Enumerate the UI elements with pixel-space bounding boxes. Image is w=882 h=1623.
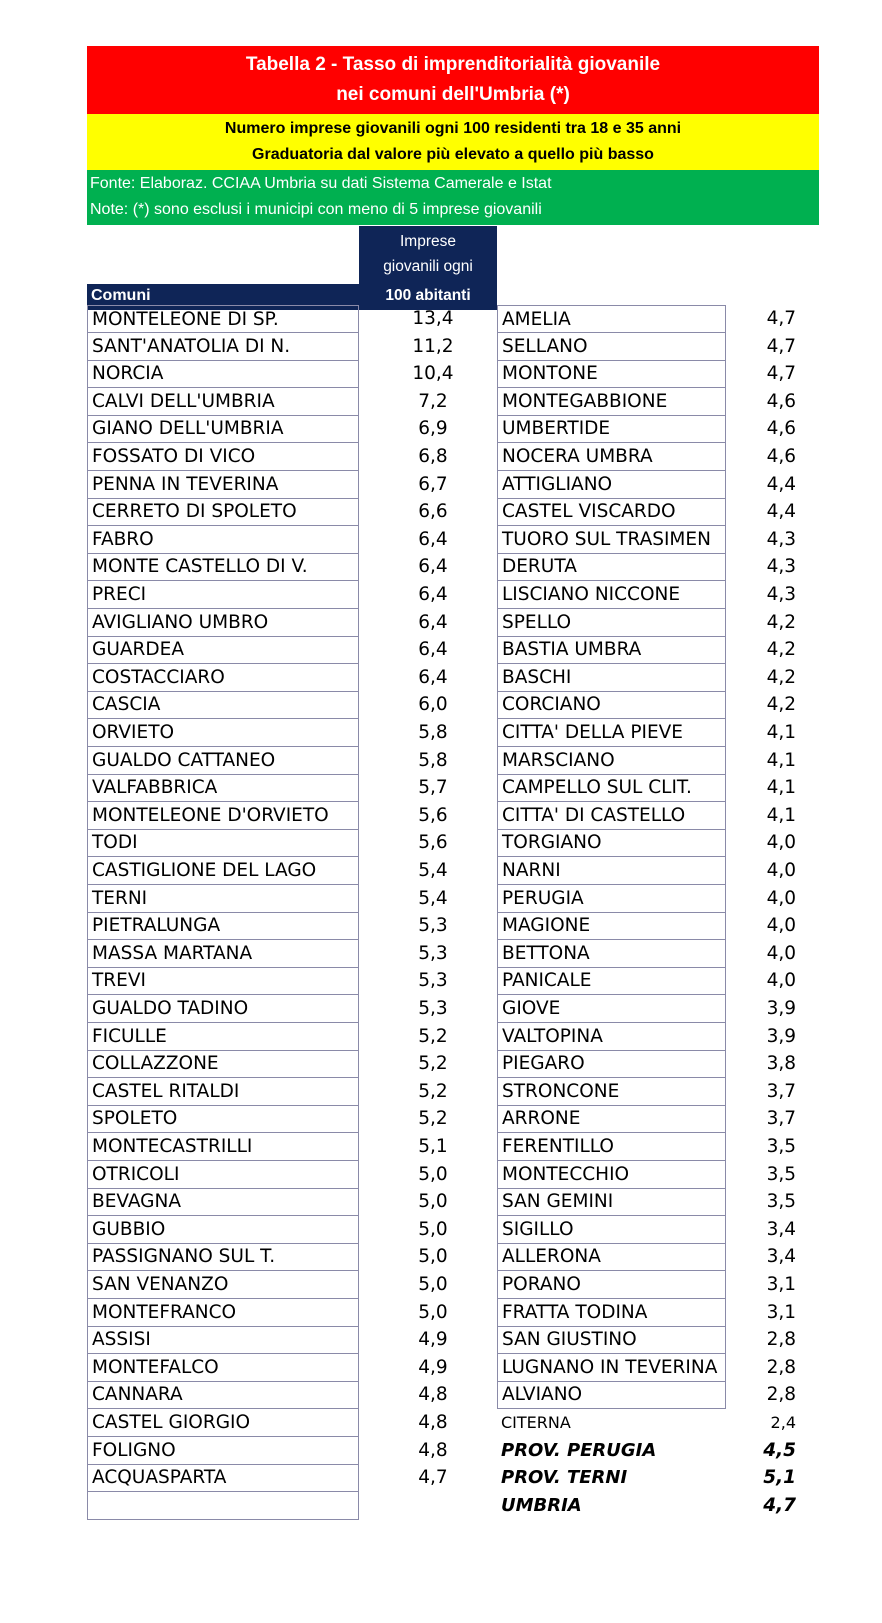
- comune-name: FICULLE: [87, 1023, 359, 1051]
- comune-name: SELLANO: [497, 333, 726, 361]
- table-row: [0, 747, 882, 775]
- comune-name: NARNI: [497, 857, 726, 885]
- comune-name: GUBBIO: [87, 1216, 359, 1244]
- comune-value: 2,4: [770, 1413, 796, 1432]
- table-row: [0, 857, 882, 885]
- comune-value: 5,0: [418, 1301, 448, 1323]
- comune-name: OTRICOLI: [87, 1161, 359, 1189]
- comune-name: FRATTA TODINA: [497, 1299, 726, 1327]
- comune-value: 6,8: [418, 446, 448, 467]
- comune-name: BETTONA: [497, 940, 726, 968]
- value-header-line-1: Imprese: [400, 233, 456, 250]
- table-row: [0, 415, 882, 443]
- comune-name: MONTECASTRILLI: [87, 1133, 359, 1161]
- comune-value: 2,8: [766, 1384, 796, 1406]
- value-header-line-2: giovanili ogni: [383, 258, 473, 275]
- comune-value: 4,7: [766, 308, 796, 329]
- comune-value: 4,9: [418, 1356, 448, 1378]
- comune-name: MARSCIANO: [497, 747, 726, 775]
- comune-value: 5,2: [418, 1108, 448, 1130]
- comune-name: CASCIA: [87, 691, 359, 719]
- comune-value: 5,4: [418, 860, 448, 881]
- comune-value: 6,0: [418, 694, 448, 716]
- comune-name: AMELIA: [497, 305, 726, 333]
- comune-name: LISCIANO NICCONE: [497, 581, 726, 609]
- comune-name: PRECI: [87, 581, 359, 609]
- comune-name: BASTIA UMBRA: [497, 636, 726, 664]
- comune-value: 4,4: [766, 501, 796, 523]
- comune-value: 4,0: [766, 915, 796, 937]
- comune-value: 5,0: [418, 1163, 448, 1185]
- comune-name: NOCERA UMBRA: [497, 443, 726, 471]
- comune-value: 5,0: [418, 1246, 448, 1268]
- comune-value: 3,1: [766, 1274, 796, 1295]
- comune-value: 6,4: [418, 639, 448, 661]
- comune-value: 4,0: [766, 942, 796, 964]
- table-row: [0, 967, 882, 995]
- table-row: [0, 885, 882, 913]
- comune-name: PORANO: [497, 1271, 726, 1299]
- comune-value: 4,0: [766, 860, 796, 881]
- comune-value: 4,2: [766, 694, 796, 716]
- comune-value: 5,2: [418, 1080, 448, 1102]
- table-row: [0, 912, 882, 940]
- comune-value: 5,3: [418, 998, 448, 1019]
- table-row: [0, 1188, 882, 1216]
- comune-value: 3,5: [766, 1136, 796, 1157]
- comune-value: 4,9: [418, 1329, 448, 1351]
- comune-name: MAGIONE: [497, 912, 726, 940]
- comune-value: 7,2: [418, 390, 448, 412]
- comune-value: 4,8: [418, 1412, 448, 1433]
- comune-name: SAN GEMINI: [497, 1188, 726, 1216]
- comune-name: TODI: [87, 829, 359, 857]
- comune-value: 5,2: [418, 1025, 448, 1047]
- comune-name: SPOLETO: [87, 1105, 359, 1133]
- comune-name: MONTECCHIO: [497, 1161, 726, 1189]
- table-row: [0, 581, 882, 609]
- table-row: [0, 609, 882, 637]
- comune-value: 4,6: [766, 418, 796, 440]
- comune-value: 6,9: [418, 418, 448, 440]
- value-column-header: [359, 226, 497, 285]
- comune-value: 6,4: [418, 611, 448, 633]
- comune-name: CALVI DELL'UMBRIA: [87, 388, 359, 416]
- comune-name: CITTA' DI CASTELLO: [497, 802, 726, 830]
- table-row: [0, 1464, 882, 1492]
- comune-name: CASTEL RITALDI: [87, 1078, 359, 1106]
- comune-value: 5,8: [418, 749, 448, 771]
- comune-name: GUALDO CATTANEO: [87, 747, 359, 775]
- subtitle-line-2: Graduatoria dal valore più elevato a quello più basso: [252, 146, 654, 163]
- comune-name: SAN GIUSTINO: [497, 1326, 726, 1354]
- table-row: [0, 1133, 882, 1161]
- comune-value: 4,1: [766, 777, 796, 799]
- comune-name: PERUGIA: [497, 885, 726, 913]
- comune-value: 4,0: [766, 832, 796, 854]
- table-row: [0, 940, 882, 968]
- comune-value: 5,3: [418, 970, 448, 992]
- comune-name: UMBERTIDE: [497, 415, 726, 443]
- comune-name: CERRETO DI SPOLETO: [87, 498, 359, 526]
- comune-value: 4,7: [418, 1467, 448, 1489]
- comune-value: 3,5: [766, 1163, 796, 1185]
- comune-name: SPELLO: [497, 609, 726, 637]
- comune-name: CANNARA: [87, 1381, 359, 1409]
- total-value: 4,5: [763, 1439, 796, 1461]
- comune-value: 4,0: [766, 970, 796, 992]
- table-row: [0, 1243, 882, 1271]
- comune-name: CAMPELLO SUL CLIT.: [497, 774, 726, 802]
- comune-value: 3,7: [766, 1108, 796, 1130]
- comune-value: 5,7: [418, 777, 448, 799]
- comune-value: 10,4: [412, 363, 454, 385]
- comune-value: 11,2: [412, 335, 454, 357]
- comune-value: 2,8: [766, 1356, 796, 1378]
- comune-name: TUORO SUL TRASIMEN: [497, 526, 726, 554]
- table-row: [0, 526, 882, 554]
- comune-value: 3,8: [766, 1053, 796, 1075]
- comune-value: 3,9: [766, 1025, 796, 1047]
- comune-name: MONTEFALCO: [87, 1354, 359, 1382]
- table-row: [0, 664, 882, 692]
- comune-name: STRONCONE: [497, 1078, 726, 1106]
- table-row: [0, 1216, 882, 1244]
- table-row: [0, 1492, 882, 1520]
- comune-name: ALLERONA: [497, 1243, 726, 1271]
- comune-value: 6,4: [418, 666, 448, 688]
- comune-name: PENNA IN TEVERINA: [87, 471, 359, 499]
- table-row: [0, 802, 882, 830]
- table-row: [0, 1409, 882, 1437]
- comune-value: 6,7: [418, 473, 448, 495]
- comune-name: FOSSATO DI VICO: [87, 443, 359, 471]
- comune-value: 5,0: [418, 1191, 448, 1213]
- table-subtitle: [87, 114, 819, 170]
- exclusion-note: Note: (*) sono esclusi i municipi con meno di 5 imprese giovanili: [90, 201, 542, 218]
- comune-value: 4,1: [766, 804, 796, 826]
- total-value: 4,7: [763, 1494, 796, 1516]
- comune-value: 5,2: [418, 1053, 448, 1075]
- comune-value: 5,6: [418, 804, 448, 826]
- comune-value: [359, 1492, 497, 1520]
- comune-value: 6,6: [418, 501, 448, 523]
- comune-name: LUGNANO IN TEVERINA: [497, 1354, 726, 1382]
- comune-value: 4,2: [766, 611, 796, 633]
- table-row: [0, 1354, 882, 1382]
- comune-value: 3,1: [766, 1301, 796, 1323]
- comune-value: 6,4: [418, 584, 448, 605]
- table-row: [0, 636, 882, 664]
- table-row: [0, 774, 882, 802]
- comune-name: ACQUASPARTA: [87, 1464, 359, 1492]
- comune-value: 3,4: [766, 1218, 796, 1240]
- table-row: [0, 719, 882, 747]
- comune-value: 3,4: [766, 1246, 796, 1268]
- comune-value: 5,3: [418, 942, 448, 964]
- comune-value: 4,8: [418, 1439, 448, 1461]
- comune-name: ALVIANO: [497, 1381, 726, 1409]
- comune-name: CASTEL VISCARDO: [497, 498, 726, 526]
- comune-name: MONTELEONE D'ORVIETO: [87, 802, 359, 830]
- comune-name: MONTEFRANCO: [87, 1299, 359, 1327]
- comune-name: MONTONE: [497, 360, 726, 388]
- comune-value: 4,1: [766, 749, 796, 771]
- subtitle-line-1: Numero imprese giovanili ogni 100 residenti tra 18 e 35 anni: [224, 120, 682, 137]
- table-row: [0, 305, 882, 333]
- comune-name: FOLIGNO: [87, 1437, 359, 1465]
- comune-name: VALTOPINA: [497, 1023, 726, 1051]
- comune-name: MONTE CASTELLO DI V.: [87, 553, 359, 581]
- title-line-1: Tabella 2 - Tasso di imprenditorialità giovanile: [245, 54, 661, 75]
- comune-value: 4,3: [766, 584, 796, 605]
- comune-name: ATTIGLIANO: [497, 471, 726, 499]
- comune-value: 4,0: [766, 887, 796, 909]
- comune-name: MONTELEONE DI SP.: [87, 305, 359, 333]
- source-note: Fonte: Elaboraz. CCIAA Umbria su dati Sistema Camerale e Istat: [90, 175, 552, 192]
- table-row: [0, 829, 882, 857]
- table-row: [0, 1299, 882, 1327]
- comune-value: 5,4: [418, 887, 448, 909]
- table-row: [0, 1437, 882, 1465]
- total-value: 5,1: [763, 1467, 796, 1489]
- comune-name: ORVIETO: [87, 719, 359, 747]
- comune-name: SANT'ANATOLIA DI N.: [87, 333, 359, 361]
- comune-name: DERUTA: [497, 553, 726, 581]
- total-name: PROV. PERUGIA: [501, 1439, 657, 1461]
- comune-value: 4,8: [418, 1384, 448, 1406]
- comune-value: 6,4: [418, 556, 448, 578]
- table-row: [0, 1271, 882, 1299]
- comune-name: GIOVE: [497, 995, 726, 1023]
- comune-name: MASSA MARTANA: [87, 940, 359, 968]
- table-row: [0, 1326, 882, 1354]
- comune-name: BASCHI: [497, 664, 726, 692]
- table-row: [0, 471, 882, 499]
- comune-name: BEVAGNA: [87, 1188, 359, 1216]
- comune-name: PASSIGNANO SUL T.: [87, 1243, 359, 1271]
- total-name: UMBRIA: [501, 1494, 582, 1516]
- table-row: [0, 1023, 882, 1051]
- comune-name: GIANO DELL'UMBRIA: [87, 415, 359, 443]
- comune-name: CITTA' DELLA PIEVE: [497, 719, 726, 747]
- comune-name: TERNI: [87, 885, 359, 913]
- comune-value: 4,7: [766, 363, 796, 385]
- comune-name: FERENTILLO: [497, 1133, 726, 1161]
- comune-value: 13,4: [412, 308, 454, 329]
- comune-name: GUALDO TADINO: [87, 995, 359, 1023]
- comune-name: AVIGLIANO UMBRO: [87, 609, 359, 637]
- table-row: [0, 333, 882, 361]
- comune-name: COLLAZZONE: [87, 1050, 359, 1078]
- comune-value: 5,6: [418, 832, 448, 854]
- comune-name: PIEGARO: [497, 1050, 726, 1078]
- table-row: [0, 388, 882, 416]
- comune-name: SAN VENANZO: [87, 1271, 359, 1299]
- comuni-column-header: Comuni: [91, 287, 151, 304]
- comune-name: ARRONE: [497, 1105, 726, 1133]
- comune-value: 5,1: [418, 1136, 448, 1157]
- table-title: [87, 46, 819, 114]
- comune-name: TORGIANO: [497, 829, 726, 857]
- table-row: [0, 360, 882, 388]
- table-row: [0, 1381, 882, 1409]
- comune-name: PIETRALUNGA: [87, 912, 359, 940]
- comune-value: 6,4: [418, 528, 448, 550]
- comune-value: 3,5: [766, 1191, 796, 1213]
- table-row: [0, 1105, 882, 1133]
- table-row: [0, 1050, 882, 1078]
- comune-value: 5,0: [418, 1274, 448, 1295]
- title-line-2: nei comuni dell'Umbria (*): [336, 84, 570, 105]
- comune-name: [87, 1492, 359, 1520]
- comune-value: 2,8: [766, 1329, 796, 1351]
- table-row: [0, 553, 882, 581]
- comune-name: TREVI: [87, 967, 359, 995]
- table-row: [0, 691, 882, 719]
- comune-name: PANICALE: [497, 967, 726, 995]
- value-header-line-3: 100 abitanti: [385, 287, 471, 304]
- comune-value: 3,7: [766, 1080, 796, 1102]
- comune-value: 5,0: [418, 1218, 448, 1240]
- comune-value: 4,6: [766, 390, 796, 412]
- comune-value: 5,8: [418, 722, 448, 743]
- comune-name: FABRO: [87, 526, 359, 554]
- table-row: [0, 995, 882, 1023]
- comune-name: MONTEGABBIONE: [497, 388, 726, 416]
- total-name: PROV. TERNI: [501, 1467, 628, 1489]
- table-row: [0, 498, 882, 526]
- table-row: [0, 1161, 882, 1189]
- comune-value: 4,1: [766, 722, 796, 743]
- comune-value: 3,9: [766, 998, 796, 1019]
- comune-name: SIGILLO: [497, 1216, 726, 1244]
- comune-value: 4,6: [766, 446, 796, 467]
- comune-name: CASTIGLIONE DEL LAGO: [87, 857, 359, 885]
- comune-name: CORCIANO: [497, 691, 726, 719]
- comune-value: 4,3: [766, 528, 796, 550]
- comune-name: VALFABBRICA: [87, 774, 359, 802]
- comune-value: 4,2: [766, 666, 796, 688]
- comune-value: 4,3: [766, 556, 796, 578]
- comune-value: 4,2: [766, 639, 796, 661]
- comune-name: GUARDEA: [87, 636, 359, 664]
- comune-name: NORCIA: [87, 360, 359, 388]
- comune-value: 4,7: [766, 335, 796, 357]
- table-row: [0, 1078, 882, 1106]
- comune-name: CITERNA: [501, 1413, 571, 1432]
- table-notes: [87, 170, 819, 225]
- comune-name: COSTACCIARO: [87, 664, 359, 692]
- table-row: [0, 443, 882, 471]
- comune-name: CASTEL GIORGIO: [87, 1409, 359, 1437]
- comune-name: ASSISI: [87, 1326, 359, 1354]
- comune-value: 5,3: [418, 915, 448, 937]
- comune-value: 4,4: [766, 473, 796, 495]
